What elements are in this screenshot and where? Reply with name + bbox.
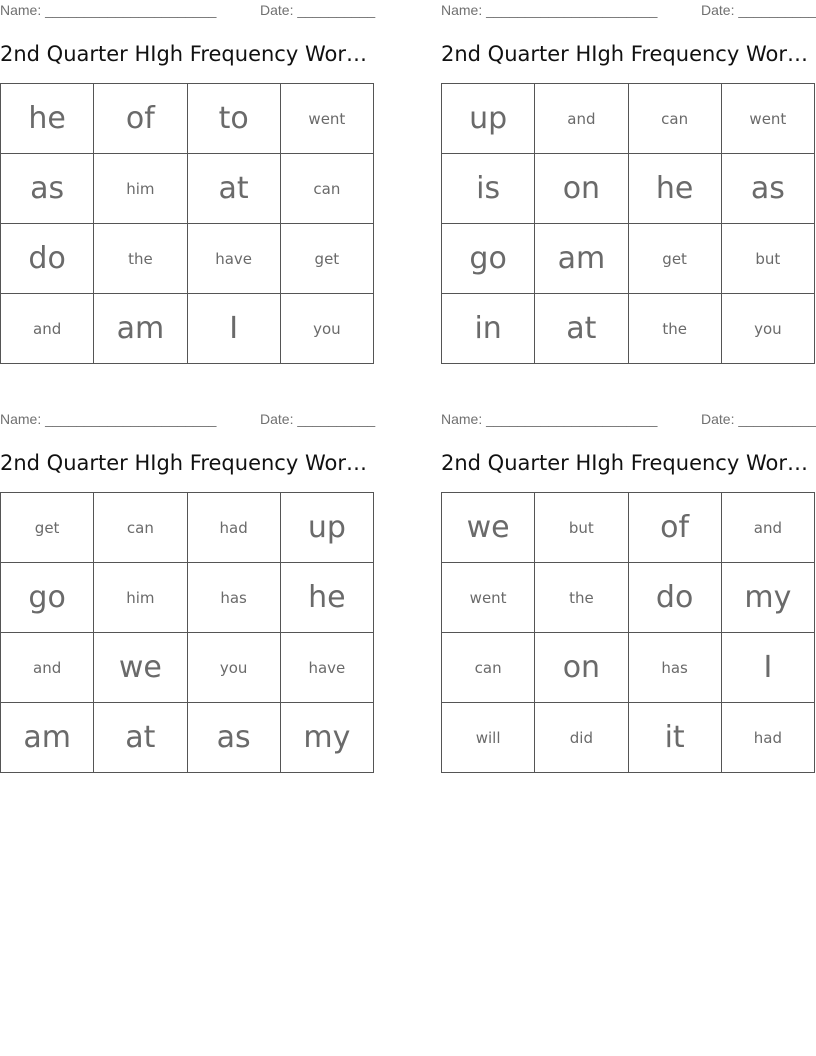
name-date-line [0,2,375,20]
word-cell: the [94,224,187,294]
grid-row [1,224,374,294]
word-cell: as [187,703,280,773]
word-cell: went [280,84,373,154]
grid-row [442,493,815,563]
name-field-label: Name: ______________________ [0,411,217,427]
word-cell: on [535,154,628,224]
word-cell: the [628,294,721,364]
grid-row [1,493,374,563]
card-title: 2nd Quarter HIgh Frequency Wor… [0,42,367,66]
word-cell: you [721,294,814,364]
word-cell: at [187,154,280,224]
word-cell: did [535,703,628,773]
name-field-label: Name: ______________________ [441,411,658,427]
bingo-grid [0,492,374,773]
word-cell: am [94,294,187,364]
grid-row [1,633,374,703]
word-cell: do [1,224,94,294]
word-cell: as [1,154,94,224]
card-title: 2nd Quarter HIgh Frequency Wor… [441,451,808,475]
word-cell: am [535,224,628,294]
word-cell: but [721,224,814,294]
word-cell: get [280,224,373,294]
word-cell: we [442,493,535,563]
grid-row [1,563,374,633]
card-title: 2nd Quarter HIgh Frequency Wor… [441,42,808,66]
grid-row [442,224,815,294]
word-cell: we [94,633,187,703]
word-cell: can [280,154,373,224]
word-cell: can [442,633,535,703]
bingo-grid [441,492,815,773]
word-cell: he [1,84,94,154]
word-cell: he [628,154,721,224]
word-cell: and [1,294,94,364]
word-cell: and [1,633,94,703]
word-cell: had [187,493,280,563]
word-cell: but [535,493,628,563]
word-cell: have [280,633,373,703]
bingo-grid [441,83,815,364]
word-cell: it [628,703,721,773]
grid-row [1,84,374,154]
name-date-line [441,411,816,429]
card-title: 2nd Quarter HIgh Frequency Wor… [0,451,367,475]
word-cell: can [628,84,721,154]
word-cell: go [1,563,94,633]
word-cell: had [721,703,814,773]
name-field-label: Name: ______________________ [441,2,658,18]
grid-row [442,84,815,154]
word-cell: am [1,703,94,773]
word-cell: will [442,703,535,773]
word-cell: him [94,154,187,224]
word-cell: I [187,294,280,364]
grid-row [442,154,815,224]
word-cell: is [442,154,535,224]
word-cell: get [1,493,94,563]
date-field-label: Date: __________ [701,411,816,427]
word-cell: to [187,84,280,154]
grid-row [1,294,374,364]
word-cell: at [94,703,187,773]
name-field-label: Name: ______________________ [0,2,217,18]
date-field-label: Date: __________ [260,411,376,427]
word-cell: of [628,493,721,563]
word-cell: you [280,294,373,364]
date-field-label: Date: __________ [701,2,816,18]
word-cell: in [442,294,535,364]
word-cell: on [535,633,628,703]
word-cell: I [721,633,814,703]
word-cell: go [442,224,535,294]
word-cell: do [628,563,721,633]
grid-row [1,154,374,224]
name-date-line [0,411,375,429]
word-cell: and [535,84,628,154]
grid-row [442,633,815,703]
word-cell: and [721,493,814,563]
word-cell: went [442,563,535,633]
word-cell: as [721,154,814,224]
word-cell: the [535,563,628,633]
word-cell: you [187,633,280,703]
word-cell: him [94,563,187,633]
grid-row [442,563,815,633]
word-cell: has [628,633,721,703]
date-field-label: Date: __________ [260,2,376,18]
name-date-line [441,2,816,20]
word-cell: my [280,703,373,773]
grid-row [1,703,374,773]
grid-row [442,703,815,773]
word-cell: of [94,84,187,154]
word-cell: up [442,84,535,154]
word-cell: he [280,563,373,633]
word-cell: can [94,493,187,563]
word-cell: have [187,224,280,294]
word-cell: my [721,563,814,633]
word-cell: get [628,224,721,294]
bingo-grid [0,83,374,364]
word-cell: at [535,294,628,364]
word-cell: went [721,84,814,154]
word-cell: has [187,563,280,633]
grid-row [442,294,815,364]
word-cell: up [280,493,373,563]
